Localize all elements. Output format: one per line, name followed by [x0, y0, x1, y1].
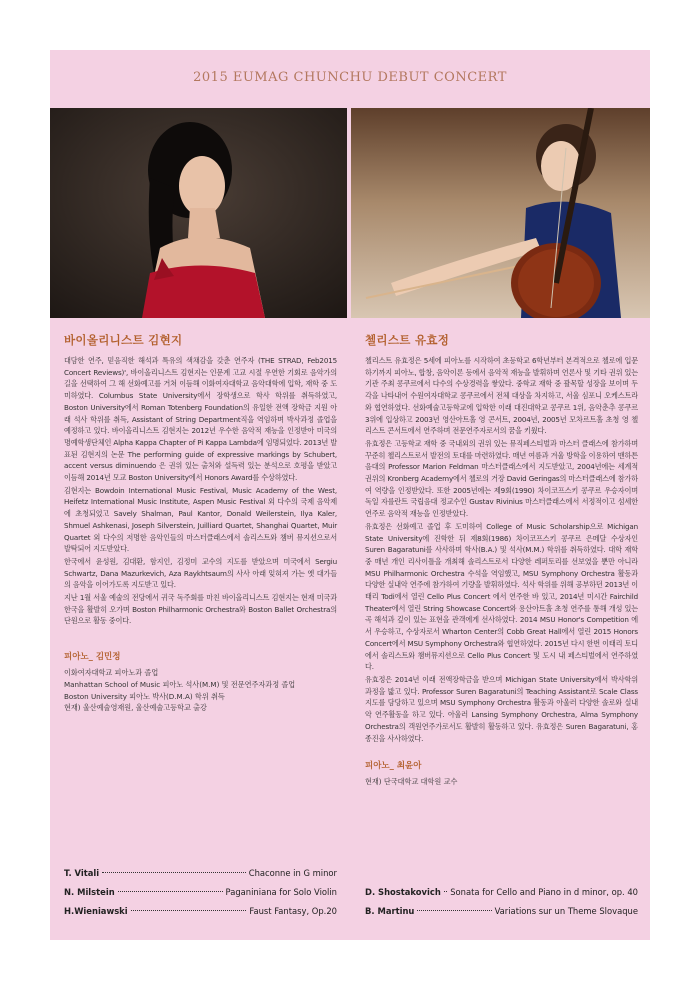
cellist-portrait-image [351, 108, 650, 318]
program-row [64, 887, 337, 906]
pianist-line: 현재) 울산예술영재원, 울산예술고등학교 출강 [64, 703, 207, 713]
program-composer: B. Martinu [365, 906, 415, 916]
concert-page [50, 50, 650, 940]
bio-paragraph: 유효정은 2014년 이래 전액장학금을 받으며 Michigan State University에서 박사학위 과정을 밟고 있다. Professor Suren Bagaratuni의 Teaching Assistant로 Scale Class 지도를 담당하고 있으며 MSU Symphony Orchestra 활동과 아울러 다양한 솔로와 실내악 연주활동을 하고 있다. 아울러 Lansing Symphony Orchestra, Alma Symphony Orchestra의 객원연주가로서도 활발히 활동하고 있다. 유효정은 Suren Bagaratuni, 홍종진을 사사하였다. [365, 674, 638, 743]
violinist-heading: 바이올리니스트 김현지 [64, 333, 183, 347]
pianist-line: 이화여자대학교 피아노과 졸업 [64, 668, 159, 678]
program-leader-dots [102, 872, 246, 873]
violinist-photo [50, 108, 347, 318]
concert-title: 2015 EUMAG CHUNCHU DEBUT CONCERT [193, 70, 507, 85]
program-work: Faust Fantasy, Op.20 [249, 906, 337, 916]
cellist-pianist-heading: 피아노_ 최윤아 [365, 761, 422, 772]
cellist-bio [365, 355, 638, 744]
program-work: Paganiniana for Solo Violin [225, 887, 337, 897]
violin-program [64, 868, 337, 925]
program-row [64, 868, 337, 887]
program-composer: N. Milstein [64, 887, 115, 897]
pianist-line: Manhattan School of Music 피아노 석사(M.M) 및 전문연주자과정 졸업 [64, 679, 296, 689]
violinist-bio [64, 355, 337, 627]
bio-paragraph: 김현지는 Bowdoin International Music Festival, Music Academy of the West, Heifetz International Music Institute, Aspen Music Festival 외 다수의 국제 음악제에 초청되었고 Savely Shalman, Paul Kantor, Donald Weilerstein, Ilya Kaler, Shmuel Ashkenasi, Joseph Silverstein, Juilliard Quartet, Shanghai Quartet, Muir Quartet 외 다수의 저명한 음악인들의 마스터클래스에서 솔리스트와 챔버 뮤지션으로서 발탁되어 지도받았다. [64, 485, 337, 554]
violinist-pianist-bio [64, 667, 337, 714]
program-work: Sonata for Cello and Piano in d minor, op. 40 [450, 887, 638, 897]
program-work: Variations sur un Theme Slovaque [494, 906, 638, 916]
program-leader-dots [131, 910, 247, 911]
cello-program [365, 887, 638, 925]
bio-paragraph: 첼리스트 유효정은 5세에 피아노를 시작하여 초등학교 6학년부터 본격적으로 첼로에 입문하기까지 피아노, 합창, 음악이론 등에서 음악적 재능을 발휘하며 언론사 및 기타 권위 있는 기관 주최 콩쿠르에서 다수의 수상경력을 쌓았다. 중학교 재학 중 괄목할 성장을 보이며 두각을 나타내어 수원여자대학교 콩쿠르에서 전체 대상을 차지하고, 서울 심포니 오케스트라와 협연하였다. 선화예술고등학교에 입학한 이래 대진대학교 콩쿠르 1위, 음악춘추 콩쿠르 3위에 입상하고 2003년 영산아트홀 영 콘서트, 2004년, 2005년 모차르트홀 초청 영 첼리스트 콘서트에서 연주하며 전문연주자로서의 꿈을 키웠다. [365, 356, 638, 436]
bio-paragraph: 한국에서 윤성원, 김대환, 함지인, 김정미 교수의 지도를 받았으며 미국에서 Sergiu Schwartz, Dana Mazurkevich, Aza Raykhtsaum의 사사 아래 잊혀져 가는 옛 대가들의 음악을 이어가도록 지도받고 있다. [64, 556, 337, 590]
program-leader-dots [118, 891, 223, 892]
pianist-line: Boston University 피아노 박사(D.M.A) 학위 취득 [64, 691, 225, 701]
pianist-line: 현재) 단국대학교 대학원 교수 [365, 777, 458, 787]
cellist-section [365, 332, 638, 788]
cellist-pianist-bio [365, 776, 638, 788]
program-row [365, 887, 638, 906]
program-row [64, 906, 337, 925]
violinist-section [64, 332, 337, 714]
bio-paragraph: 유효정은 선화예고 졸업 후 도미하여 College of Music Scholarship으로 Michigan State University에 진학한 뒤 제8회(1986) 차이코프스키 콩쿠르 은메달 수상자인 Suren Bagaratuni를 사사하며 학사(B.A.) 및 석사(M.M.) 학위를 취득하였다. 대학 재학 중 매년 개인 리사이틀을 개최해 솔리스트로서 다양한 레퍼토리를 선보였을 뿐만 아니라 MSU Philharmonic Orchestra 수석을 역임했고, MSU Symphony Orchestra 활동과 다양한 실내악 연주에 참가하여 기량을 발휘하였다. 석사 학위를 위해 공부하던 2013년 이태리 Todi에서 열린 Cello Plus Concert 에서 연주한 바 있고, 2014년 미시간 Fairchild Theater에서 열린 String Showcase Concert와 용산아트홀 초청 연주를 통해 개성 있는 곡 해석과 깊이 있는 표현을 관객에게 선사하였다. 2014 MSU Honor's Competition 에서 우승하고, 수상자로서 Wharton Center의 Cobb Great Hall에서 열린 2015 Honors Concert에서 MSU Symphony Orchestra와 협연하였다. 2015년 다시 한번 이태리 토디에서 솔리스트와 챔버뮤지션으로 Cello Plus Concert 및 도시 내 페스티벌에서 연주하였다. [365, 521, 639, 672]
bio-paragraph: 대담한 연주, 믿음직한 해석과 특유의 색채감을 갖춘 연주자 (THE STRAD, Feb2015 Concert Reviews)', 바이올리니스트 김현지는 인문계 고교 시절 우연한 기회로 음악가의 길을 선택하여 그 해 선화예고를 거쳐 이듬해 이화여자대학교 음악대학에 입학, 재학 중 도미하였다. Columbus State University에서 장학생으로 학사 학위를 취득하였고, Boston University에서 Roman Totenberg Foundation의 유일한 전액 장학금 지원 아래 석사 학위를 취득, Assistant of String Department직을 역임하며 박사과정 졸업을 예정하고 있다. 바이올리니스트 김현지는 2012년 우수한 음악적 재능을 인정받아 미국의 명예학생단체인 Alpha Kappa Chapter of Pi Kappa Lambda에 임명되었다. 2013년 발표된 김현지의 논문 The performing guide of expressive markings by Schubert, accent versus diminuendo 은 권위 있는 출처와 설득력 있는 분석으로 호평을 받았고 이듬해 2014년 모교 Boston University에서 Honors Award를 수상하였다. [64, 356, 337, 483]
program-work: Chaconne in G minor [248, 868, 337, 878]
violinist-portrait-image [50, 108, 347, 318]
program-leader-dots [417, 910, 491, 911]
bio-paragraph: 유효정은 고등학교 재학 중 국내외의 권위 있는 뮤직페스티벌과 마스터 클래스에 참가하며 꾸준히 첼리스트로서 발전의 토대를 마련하였다. 매년 여름과 겨울 방학을 이용하여 맨하튼 음대의 Professor Marion Feldman 마스터클래스에서 지도받았고, 2004년에는 세계적 권위의 Kronberg Academy에서 첼로의 거장 David Geringas의 마스터클래스에 참가하여 역량을 인정받았다. 또한 2005년에는 제9회(1990) 차이코프스키 콩쿠르 우승자이며 독일 자를란트 국립음대 정교수인 Gustav Rivinius 마스터클래스에서 서정적이고 섬세한 연주로 음악적 재능을 인정받았다. [365, 438, 638, 519]
bio-paragraph: 지난 1월 서울 예술의 전당에서 귀국 독주회를 마친 바이올리니스트 김현지는 현재 미국과 한국을 활발히 오가며 Boston Philharmonic Orchestra와 Boston Ballet Orchestra의 단원으로 활동 중이다. [64, 593, 337, 626]
program-leader-dots [444, 891, 447, 892]
violinist-pianist-heading: 피아노_ 김민정 [64, 652, 121, 663]
program-composer: H.Wieniawski [64, 906, 128, 916]
program-composer: D. Shostakovich [365, 887, 441, 897]
program-composer: T. Vitali [64, 868, 100, 878]
cellist-photo [351, 108, 650, 318]
program-row [365, 906, 638, 925]
cellist-heading: 첼리스트 유효정 [365, 333, 450, 347]
